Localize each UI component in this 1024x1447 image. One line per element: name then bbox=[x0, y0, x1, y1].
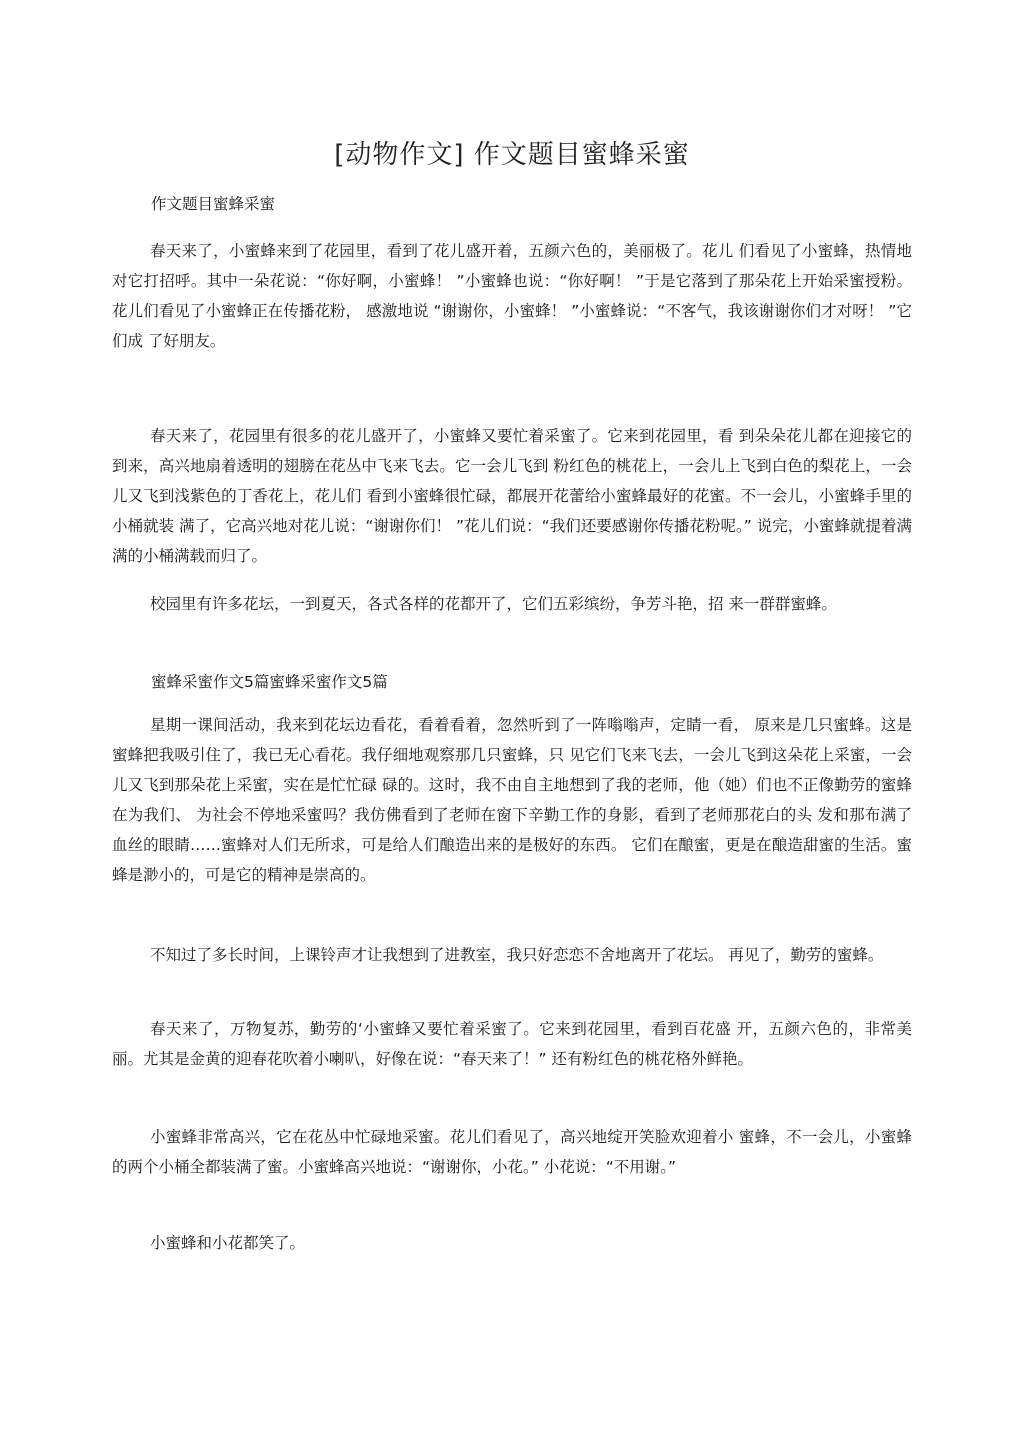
paragraph-3: 校园里有许多花坛，一到夏天，各式各样的花都开了，它们五彩缤纷，争芳斗艳，招 来一群群蜜蜂。 bbox=[150, 595, 837, 613]
paragraph-5: 不知过了多长时间，上课铃声才让我想到了进教室，我只好恋恋不舍地离开了花坛。 再见了，勤劳的蜜蜂。 bbox=[150, 946, 884, 964]
paragraph-1: 春天来了，小蜜蜂来到了花园里，看到了花儿盛开着，五颜六色的，美丽极了。花儿 们看见了小蜜蜂，热情地对它打招呼。其中一朵花说：“你好啊，小蜜蜂！ ”小蜜蜂也说：“你好啊！ ”于是它落到了那朵花上开始采蜜授粉。花儿们看见了小蜜蜂正在传播花粉， 感激地说 “谢谢你，小蜜蜂！ ”小蜜蜂说：“不客气，我该谢谢你们才对呀！ ”它们成 了好朋友。 bbox=[112, 242, 912, 350]
document-subtitle: 作文题目蜜蜂采蜜 bbox=[151, 195, 276, 213]
document-title: [动物作文] 作文题目蜜蜂采蜜 bbox=[334, 140, 690, 170]
paragraph-2: 春天来了，花园里有很多的花儿盛开了，小蜜蜂又要忙着采蜜了。它来到花园里，看 到朵朵花儿都在迎接它的到来，高兴地扇着透明的翅膀在花丛中飞来飞去。它一会儿飞到 粉红色的桃花上，一会儿上飞到白色的梨花上，一会儿又飞到浅紫色的丁香花上，花儿们 看到小蜜蜂很忙碌，都展开花蕾给小蜜蜂最好的花蜜。不一会儿，小蜜蜂手里的小桶就装 满了，它高兴地对花儿说：“谢谢你们！ ”花儿们说：“我们还要感谢你传播花粉呢。” 说完，小蜜蜂就提着满满的小桶满载而归了。 bbox=[112, 427, 912, 565]
paragraph-6: 春天来了，万物复苏，勤劳的‘小蜜蜂又要忙着采蜜了。它来到花园里，看到百花盛 开，五颜六色的，非常美丽。尤其是金黄的迎春花吹着小喇叭，好像在说：“春天来了！” 还有粉红色的桃花格外鲜艳。 bbox=[112, 1020, 912, 1068]
paragraph-4: 星期一课间活动，我来到花坛边看花，看着看着，忽然听到了一阵嗡嗡声，定睛一看， 原来是几只蜜蜂。这是蜜蜂把我吸引住了，我已无心看花。我仔细地观察那几只蜜蜂，只 见它们飞来飞去，一会儿飞到这朵花上采蜜，一会儿又飞到那朵花上采蜜，实在是忙忙碌 碌的。这时，我不由自主地想到了我的老师，他（她）们也不正像勤劳的蜜蜂在为我们、 为社会不停地采蜜吗？我仿佛看到了老师在窗下辛勤工作的身影，看到了老师那花白的头 发和那布满了血丝的眼睛……蜜蜂对人们无所求，可是给人们酿造出来的是极好的东西。 它们在酿蜜，更是在酿造甜蜜的生活。蜜蜂是渺小的，可是它的精神是崇高的。 bbox=[112, 716, 912, 884]
section-heading: 蜜蜂采蜜作文5篇蜜蜂采蜜作文5篇 bbox=[151, 673, 388, 691]
paragraph-7: 小蜜蜂非常高兴，它在花丛中忙碌地采蜜。花儿们看见了，高兴地绽开笑脸欢迎着小 蜜蜂，不一会儿，小蜜蜂的两个小桶全都装满了蜜。小蜜蜂高兴地说：“谢谢你，小花。” 小花说：“不用谢。” bbox=[112, 1128, 912, 1176]
paragraph-8: 小蜜蜂和小花都笑了。 bbox=[150, 1234, 306, 1252]
